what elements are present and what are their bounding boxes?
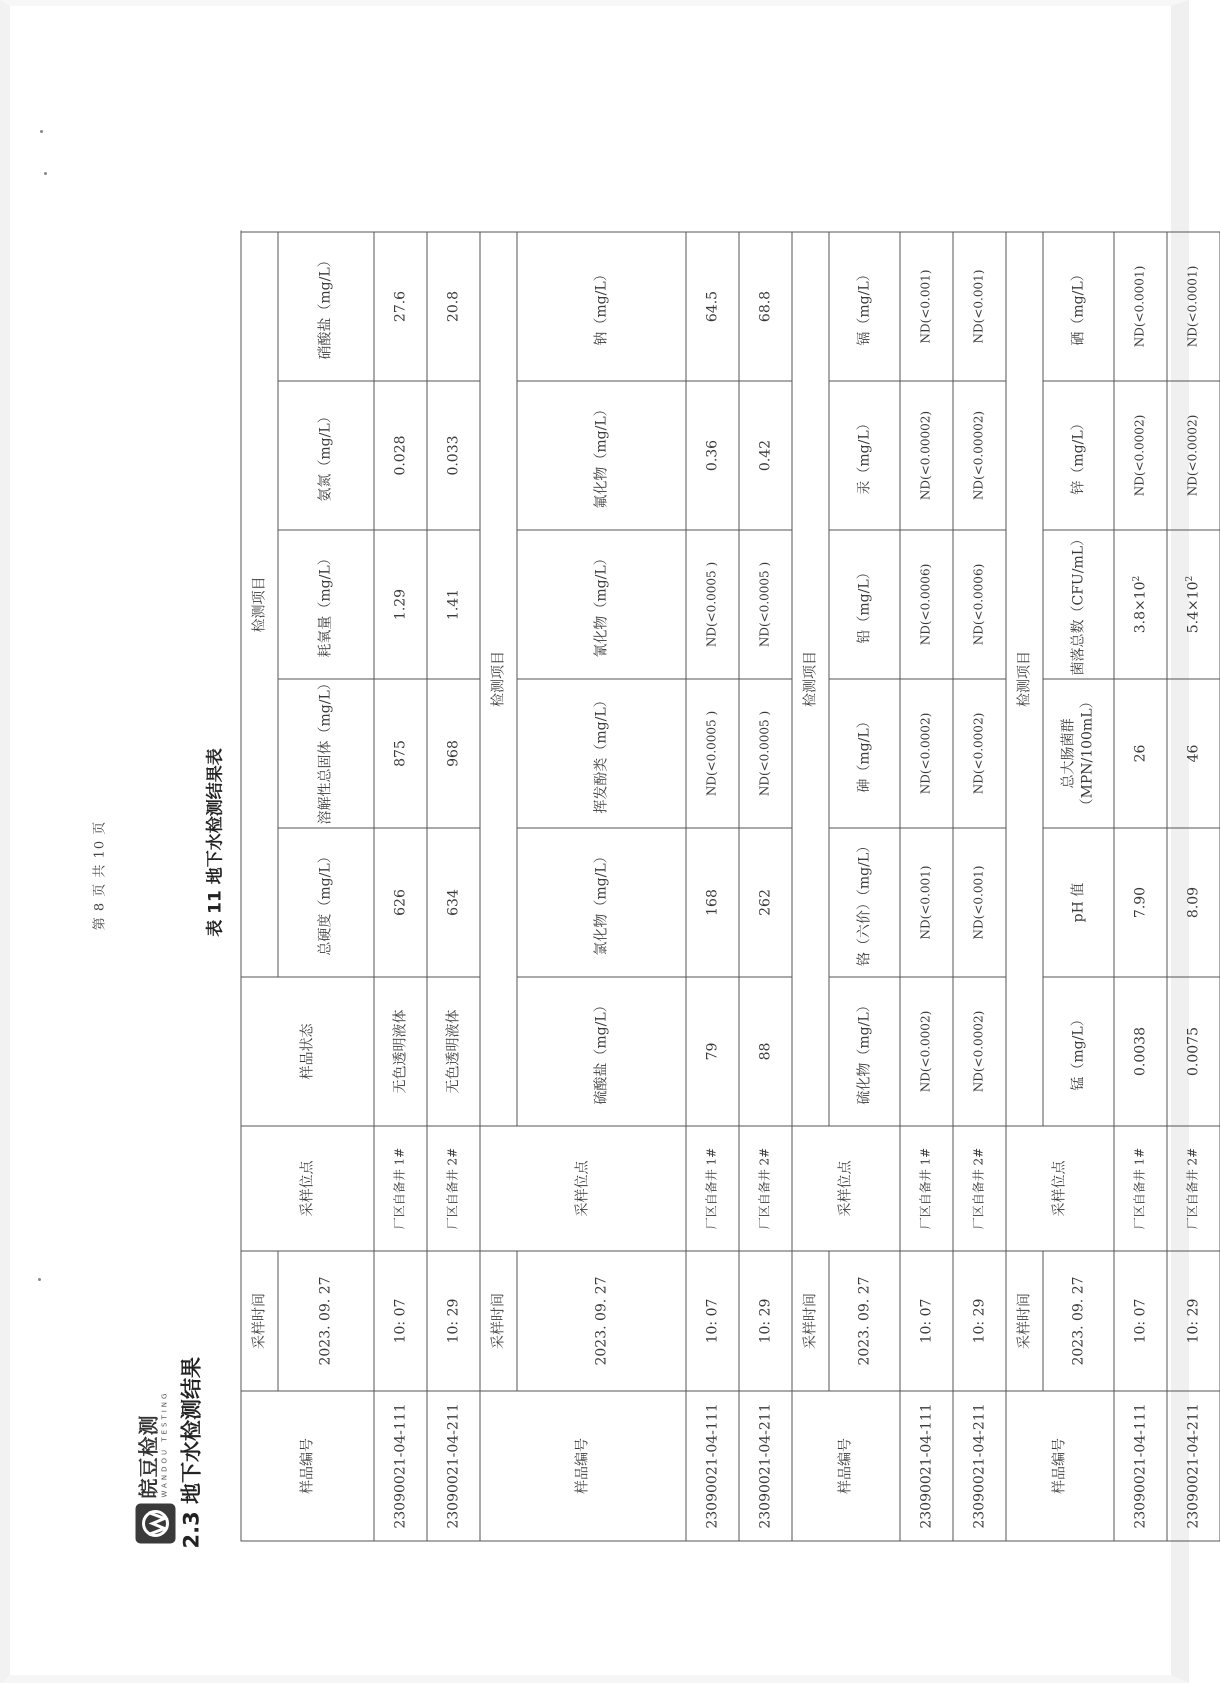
param-header: 耗氧量（mg/L） — [278, 530, 374, 679]
result-value: ND(<0.0005 ) — [738, 679, 791, 828]
block4-data-row-r2 — [1166, 232, 1219, 1541]
sample-time: 10: 29 — [738, 1251, 791, 1391]
sample-time-header: 采样时间 — [479, 1251, 516, 1391]
param-header: 样品状态 — [241, 977, 374, 1126]
table-title: 表 11 地下水检测结果表 — [205, 747, 225, 937]
sample-location-header: 采样位点 — [241, 1126, 374, 1251]
sample-location: 厂区自备井 2# — [738, 1126, 791, 1251]
param-header: 铅（mg/L） — [828, 530, 899, 679]
block3-data-row-r1 — [899, 232, 952, 1541]
result-value: 0.36 — [685, 381, 738, 530]
result-value: 27.6 — [373, 232, 426, 381]
sample-time-header: 采样时间 — [241, 1251, 278, 1391]
logo-name-en: WANDOU TESTING — [160, 1390, 168, 1497]
result-value: 626 — [373, 828, 426, 977]
sample-id-header: 样品编号 — [1005, 1391, 1113, 1541]
param-header: 菌落总数（CFU/mL） — [1042, 530, 1113, 679]
result-value: 68.8 — [738, 232, 791, 381]
result-value: ND(<0.0002) — [1113, 381, 1166, 530]
result-value: $5.4\times 10^2$ — [1166, 530, 1219, 679]
sample-id: 23090021-04-211 — [952, 1391, 1005, 1541]
result-value: ND(<0.0005 ) — [685, 679, 738, 828]
sample-id: 23090021-04-211 — [738, 1391, 791, 1541]
sample-time: 10: 29 — [952, 1251, 1005, 1391]
block1-data-row-r2 — [426, 232, 479, 1541]
result-value: 168 — [685, 828, 738, 977]
result-value: ND(<0.001) — [952, 232, 1005, 381]
result-value: $3.8\times 10^2$ — [1113, 530, 1166, 679]
test-items-header: 检测项目 — [479, 232, 516, 1126]
result-value: 1.29 — [373, 530, 426, 679]
sample-location-header: 采样位点 — [1005, 1126, 1113, 1251]
param-header: 砷（mg/L） — [828, 679, 899, 828]
param-header: 氰化物（mg/L） — [516, 530, 685, 679]
sample-time: 10: 07 — [685, 1251, 738, 1391]
sample-time: 10: 07 — [373, 1251, 426, 1391]
sample-id: 23090021-04-211 — [1166, 1391, 1219, 1541]
result-value: ND(<0.0001) — [1113, 232, 1166, 381]
param-header: 锰（mg/L） — [1042, 977, 1113, 1126]
sample-time-header: 采样时间 — [791, 1251, 828, 1391]
sample-time-header: 采样时间 — [1005, 1251, 1042, 1391]
block1-header-row — [241, 232, 278, 1541]
block2-data-row-r2 — [738, 232, 791, 1541]
sample-location: 厂区自备井 2# — [952, 1126, 1005, 1251]
sample-id: 23090021-04-211 — [426, 1391, 479, 1541]
result-value: ND(<0.0002) — [952, 679, 1005, 828]
result-value: 875 — [373, 679, 426, 828]
sample-id: 23090021-04-111 — [373, 1391, 426, 1541]
sample-id: 23090021-04-111 — [685, 1391, 738, 1541]
param-header: 硝酸盐（mg/L） — [278, 232, 374, 381]
sample-location: 厂区自备井 1# — [373, 1126, 426, 1251]
result-value: 无色透明液体 — [373, 977, 426, 1126]
result-value: 0.42 — [738, 381, 791, 530]
result-value: 64.5 — [685, 232, 738, 381]
param-header: 铬（六价）（mg/L） — [828, 828, 899, 977]
sample-id: 23090021-04-111 — [1113, 1391, 1166, 1541]
result-value: 0.028 — [373, 381, 426, 530]
result-value: ND(<0.001) — [952, 828, 1005, 977]
result-value: ND(<0.00002) — [899, 381, 952, 530]
sample-time: 10: 29 — [1166, 1251, 1219, 1391]
result-value: ND(<0.0005 ) — [685, 530, 738, 679]
block4-data-row-r1 — [1113, 232, 1166, 1541]
sample-id-header: 样品编号 — [791, 1391, 899, 1541]
result-value: 20.8 — [426, 232, 479, 381]
sample-date: 2023. 09. 27 — [516, 1251, 685, 1391]
param-header: 硒（mg/L） — [1042, 232, 1113, 381]
test-items-header: 检测项目 — [241, 232, 278, 977]
result-value: ND(<0.0002) — [899, 679, 952, 828]
sample-time: 10: 07 — [899, 1251, 952, 1391]
sample-location: 厂区自备井 2# — [1166, 1126, 1219, 1251]
sample-location: 厂区自备井 2# — [426, 1126, 479, 1251]
result-value: ND(<0.0002) — [952, 977, 1005, 1126]
param-header: 挥发酚类（mg/L） — [516, 679, 685, 828]
result-value: 88 — [738, 977, 791, 1126]
result-value: ND(<0.0005 ) — [738, 530, 791, 679]
sample-location: 厂区自备井 1# — [899, 1126, 952, 1251]
result-value: 968 — [426, 679, 479, 828]
block3-data-row-r2 — [952, 232, 1005, 1541]
param-header: 钠（mg/L） — [516, 232, 685, 381]
exponent: 2 — [1183, 575, 1194, 581]
result-value: ND(<0.0002) — [899, 977, 952, 1126]
result-value: ND(<0.0001) — [1166, 232, 1219, 381]
test-items-header: 检测项目 — [791, 232, 828, 1126]
sample-date: 2023. 09. 27 — [278, 1251, 374, 1391]
test-items-header: 检测项目 — [1005, 232, 1042, 1126]
sample-location: 厂区自备井 1# — [1113, 1126, 1166, 1251]
result-value: 1.41 — [426, 530, 479, 679]
result-value: ND(<0.0006) — [899, 530, 952, 679]
result-value: 无色透明液体 — [426, 977, 479, 1126]
block4-header-row — [1005, 232, 1042, 1541]
sample-date: 2023. 09. 27 — [1042, 1251, 1113, 1391]
param-header: 氟化物（mg/L） — [516, 381, 685, 530]
results-table — [240, 231, 1220, 1541]
param-header: pH 值 — [1042, 828, 1113, 977]
param-header: 氨氮（mg/L） — [278, 381, 374, 530]
param-header: 硫化物（mg/L） — [828, 977, 899, 1126]
result-value: 634 — [426, 828, 479, 977]
sample-location: 厂区自备井 1# — [685, 1126, 738, 1251]
result-value: 7.90 — [1113, 828, 1166, 977]
sample-location-header: 采样位点 — [791, 1126, 899, 1251]
sample-id: 23090021-04-111 — [899, 1391, 952, 1541]
result-value: 0.033 — [426, 381, 479, 530]
param-header: 汞（mg/L） — [828, 381, 899, 530]
param-header: 氯化物（mg/L） — [516, 828, 685, 977]
logo-mark-icon — [134, 1502, 176, 1544]
result-value: ND(<0.0006) — [952, 530, 1005, 679]
block1-data-row-r1 — [373, 232, 426, 1541]
block3-header-row — [791, 232, 828, 1541]
param-header: 镉（mg/L） — [828, 232, 899, 381]
param-header: 总硬度（mg/L） — [278, 828, 374, 977]
sample-date: 2023. 09. 27 — [828, 1251, 899, 1391]
result-value: ND(<0.001) — [899, 232, 952, 381]
sample-time: 10: 07 — [1113, 1251, 1166, 1391]
result-value: ND(<0.00002) — [952, 381, 1005, 530]
section-title: 2.3 地下水检测结果 — [179, 1356, 203, 1548]
param-header: 硫酸盐（mg/L） — [516, 977, 685, 1126]
sample-id-header: 样品编号 — [479, 1391, 685, 1541]
sample-id-header: 样品编号 — [241, 1391, 374, 1541]
exponent: 2 — [1130, 575, 1141, 581]
result-value: 79 — [685, 977, 738, 1126]
block2-header-row — [479, 232, 516, 1541]
block2-data-row-r1 — [685, 232, 738, 1541]
sample-location-header: 采样位点 — [479, 1126, 685, 1251]
param-header: 溶解性总固体（mg/L） — [278, 679, 374, 828]
param-header: 总大肠菌群（MPN/100mL） — [1042, 679, 1113, 828]
result-value: 0.0038 — [1113, 977, 1166, 1126]
result-value: 46 — [1166, 679, 1219, 828]
result-value: 262 — [738, 828, 791, 977]
result-value: ND(<0.0002) — [1166, 381, 1219, 530]
result-value: 0.0075 — [1166, 977, 1219, 1126]
result-value: ND(<0.001) — [899, 828, 952, 977]
param-header: 锌（mg/L） — [1042, 381, 1113, 530]
sample-time: 10: 29 — [426, 1251, 479, 1391]
result-value: 26 — [1113, 679, 1166, 828]
result-value: 8.09 — [1166, 828, 1219, 977]
page-number: 第 8 页 共 10 页 — [92, 820, 107, 930]
logo-name-cn: 皖豆检测 — [136, 1414, 160, 1498]
